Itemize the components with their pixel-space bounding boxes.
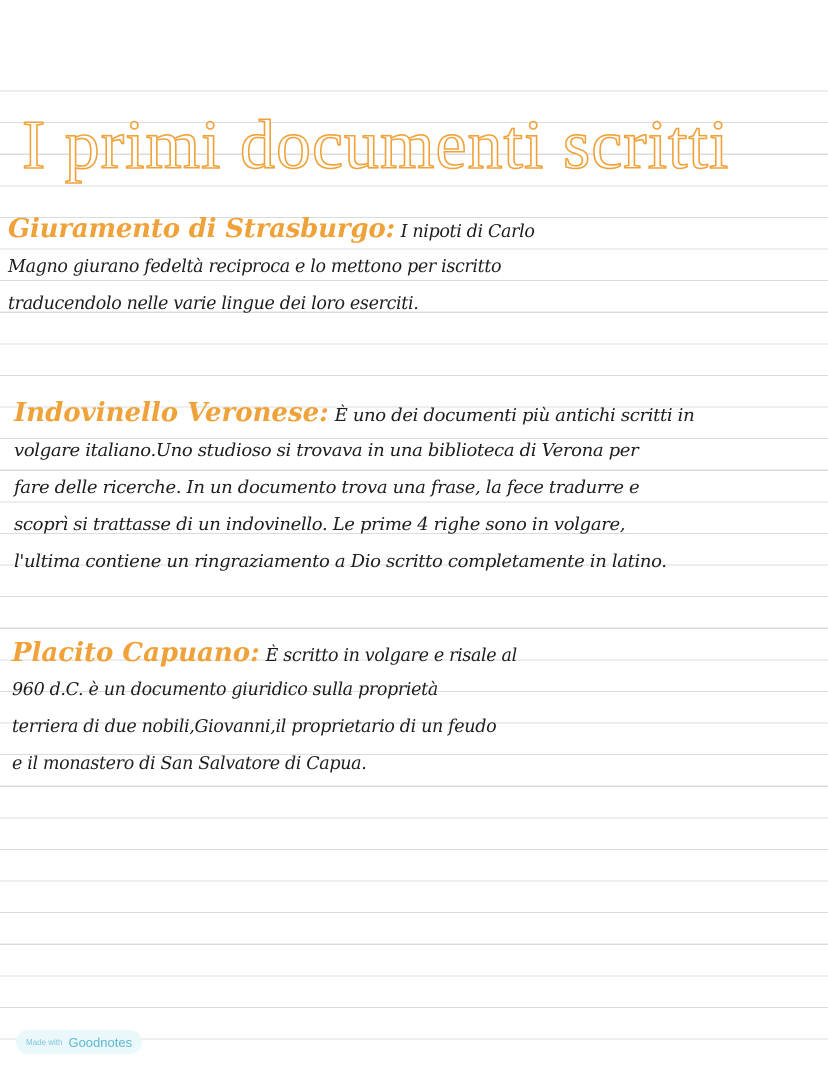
section-text-line: terriera di due nobili,Giovanni,il proprietario di un feudo [12,717,497,737]
section-first-line [8,211,535,249]
section-text-line: e il monastero di San Salvatore di Capua. [12,754,367,774]
section-text-line: È uno dei documenti più antichi scritti in [334,405,695,426]
section-first-line [14,395,694,432]
section-text-line: fare delle ricerche. In un documento trova una frase, la fece tradurre e [14,477,640,498]
section-heading: Indovinello Veronese: [14,398,329,428]
section-text-line: traducendolo nelle varie lingue dei loro eserciti. [8,294,419,314]
goodnotes-logo: Goodnotes [68,1034,133,1050]
goodnotes-badge[interactable] [16,1030,142,1054]
section-giuramento-di-strasburgo [8,211,535,324]
section-text-line: È scritto in volgare e risale al [265,646,517,666]
section-text-line: Magno giurano fedeltà reciproca e lo mettono per iscritto [8,256,502,277]
top-margin [0,0,828,90]
made-with-label: Made with [26,1037,63,1047]
page-title: I primi documenti scritti [22,107,730,184]
section-heading: Placito Capuano: [12,638,260,668]
section-text-line: scoprì si trattasse di un indovinello. Le prime 4 righe sono in volgare, [14,514,626,535]
section-text-line: l'ultima contiene un ringraziamento a Dio scritto completamente in latino. [14,551,667,572]
section-first-line [12,635,517,672]
section-text-line: I nipoti di Carlo [400,222,535,242]
section-heading: Giuramento di Strasburgo: [8,214,395,244]
section-indovinello-veronese [14,395,694,580]
section-text-line: 960 d.C. è un documento giuridico sulla proprietà [12,680,438,700]
section-placito-capuano [12,635,517,783]
section-text-line: volgare italiano.Uno studioso si trovava in una biblioteca di Verona per [14,440,639,461]
